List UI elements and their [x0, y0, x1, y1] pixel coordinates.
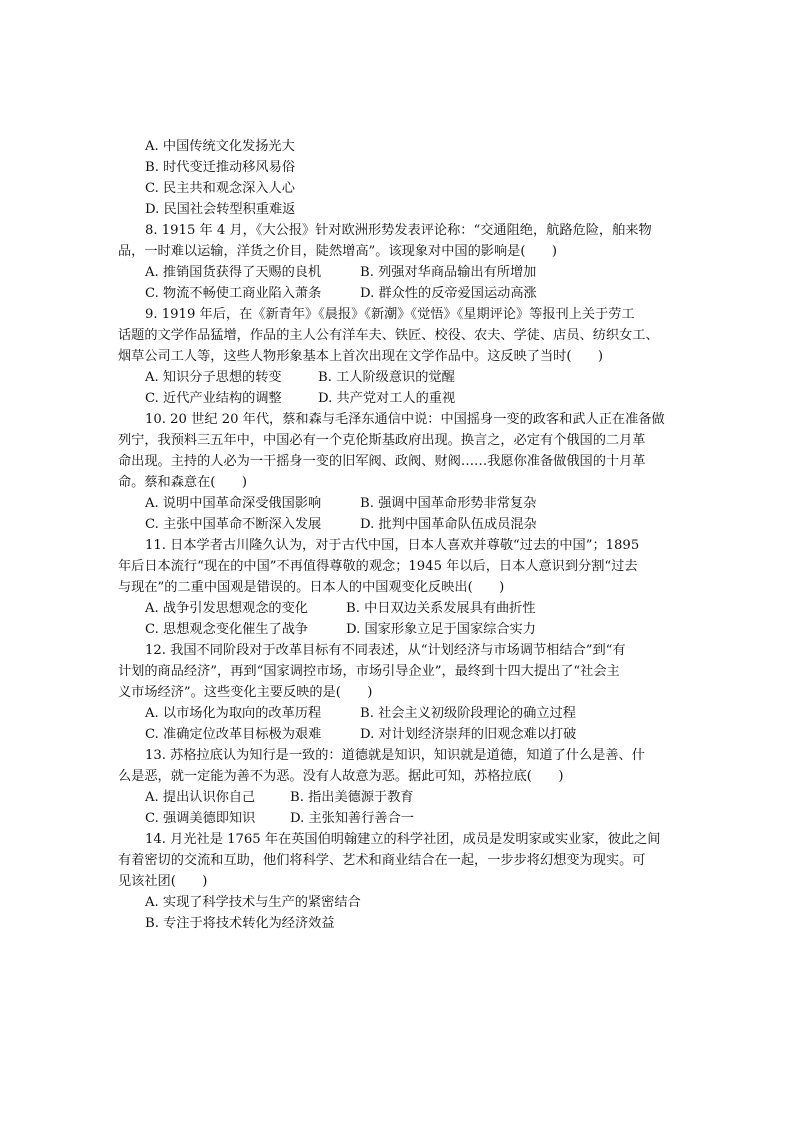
q13-stem-line-1: 13. 苏格拉底认为知行是一致的：道德就是知识，知识就是道德，知道了什么是善、什: [145, 748, 645, 763]
q8-stem-line-2: 品，一时难以运输，洋货之价目，陡然增高”。该现象对中国的影响是( ): [118, 244, 558, 259]
q12-option-b: B. 社会主义初级阶段理论的确立过程: [360, 706, 576, 721]
q10-stem-line-1: 10. 20 世纪 20 年代，蔡和森与毛泽东通信中说：中国摇身一变的政客和武人正在准备做: [145, 412, 665, 427]
q8-option-a: A. 推销国货获得了天赐的良机: [145, 265, 322, 280]
q14-stem-line-3: 见该社团( ): [118, 874, 208, 889]
q14-option-b: B. 专注于将技术转化为经济效益: [145, 916, 335, 931]
q8-option-d: D. 群众性的反帝爱国运动高涨: [360, 286, 537, 301]
q9-option-b: B. 工人阶级意识的觉醒: [318, 370, 455, 385]
q10-option-d: D. 批判中国革命队伍成员混杂: [360, 517, 537, 532]
q11-option-d: D. 国家形象立足于国家综合实力: [346, 622, 536, 637]
q9-stem-line-2: 话题的文学作品猛增，作品的主人公有洋车夫、铁匠、校役、农夫、学徒、店员、纺织女工、: [118, 328, 659, 343]
q12-option-a: A. 以市场化为取向的改革历程: [145, 706, 322, 721]
q13-option-d: D. 主张知善行善合一: [290, 811, 414, 826]
q11-option-c: C. 思想观念变化催生了战争: [145, 622, 309, 637]
q8-option-c: C. 物流不畅使工商业陷入萧条: [145, 286, 322, 301]
q9-option-c: C. 近代产业结构的调整: [145, 391, 282, 406]
q9-option-a: A. 知识分子思想的转变: [145, 370, 282, 385]
q9-option-d: D. 共产党对工人的重视: [318, 391, 456, 406]
q9-stem-line-3: 烟草公司工人等，这些人物形象基本上首次出现在文学作品中。这反映了当时( ): [118, 349, 604, 364]
q7-option-d: D. 民国社会转型积重难返: [145, 202, 296, 217]
q13-option-b: B. 指出美德源于教育: [290, 790, 414, 805]
q11-option-b: B. 中日双边关系发展具有曲折性: [346, 601, 536, 616]
q7-option-b: B. 时代变迁推动移风易俗: [145, 160, 295, 175]
q10-stem-line-2: 列宁，我预料三五年中，中国必有一个克伦斯基政府出现。换言之，必定有个俄国的二月革: [118, 433, 646, 448]
q8-option-b: B. 列强对华商品输出有所增加: [360, 265, 537, 280]
q11-stem-line-2: 年后日本流行“现在的中国”不再值得尊敬的观念；1945 年以后，日本人意识到分割“过去: [118, 559, 638, 574]
q13-option-c: C. 强调美德即知识: [145, 811, 256, 826]
q13-option-a: A. 提出认识你自己: [145, 790, 256, 805]
q12-stem-line-1: 12. 我国不同阶段对于改革目标有不同表述，从“计划经济与市场调节相结合”到“有: [145, 643, 626, 658]
q12-stem-line-2: 计划的商品经济”，再到“国家调控市场，市场引导企业”，最终到十四大提出了“社会主: [118, 664, 620, 679]
q9-stem-line-1: 9. 1919 年后，在《新青年》《晨报》《新潮》《觉悟》《星期评论》等报刊上关于劳工: [145, 307, 635, 322]
q7-option-c: C. 民主共和观念深入人心: [145, 181, 295, 196]
q13-stem-line-2: 么是恶，就一定能为善不为恶。没有人故意为恶。据此可知，苏格拉底( ): [118, 769, 564, 784]
q14-stem-line-2: 有着密切的交流和互助，他们将科学、艺术和商业结合在一起，一步步将幻想变为现实。可: [118, 853, 646, 868]
q10-option-b: B. 强调中国革命形势非常复杂: [360, 496, 537, 511]
q8-stem-line-1: 8. 1915 年 4 月，《大公报》针对欧洲形势发表评论称：“交通阻绝，航路危险，舶来物: [145, 223, 652, 238]
q10-stem-line-4: 命。蔡和森意在( ): [118, 475, 247, 490]
q12-option-d: D. 对计划经济崇拜的旧观念难以打破: [360, 727, 577, 742]
q14-stem-line-1: 14. 月光社是 1765 年在英国伯明翰建立的科学社团，成员是发明家或实业家，彼此之间: [145, 832, 661, 847]
q11-option-a: A. 战争引发思想观念的变化: [145, 601, 308, 616]
q12-stem-line-3: 义市场经济”。这些变化主要反映的是( ): [118, 685, 373, 700]
q10-option-c: C. 主张中国革命不断深入发展: [145, 517, 322, 532]
q7-option-a: A. 中国传统文化发扬光大: [145, 139, 295, 154]
q11-stem-line-1: 11. 日本学者古川隆久认为，对于古代中国，日本人喜欢并尊敬“过去的中国”；1895: [145, 538, 640, 553]
q10-option-a: A. 说明中国革命深受俄国影响: [145, 496, 322, 511]
q14-option-a: A. 实现了科学技术与生产的紧密结合: [145, 895, 361, 910]
q10-stem-line-3: 命出现。主持的人必为一干摇身一变的旧军阀、政阀、财阀……我愿你准备做俄国的十月革: [118, 454, 646, 469]
q11-stem-line-3: 与现在”的二重中国观是错误的。日本人的中国观变化反映出( ): [118, 580, 505, 595]
q12-option-c: C. 准确定位改革目标极为艰难: [145, 727, 322, 742]
